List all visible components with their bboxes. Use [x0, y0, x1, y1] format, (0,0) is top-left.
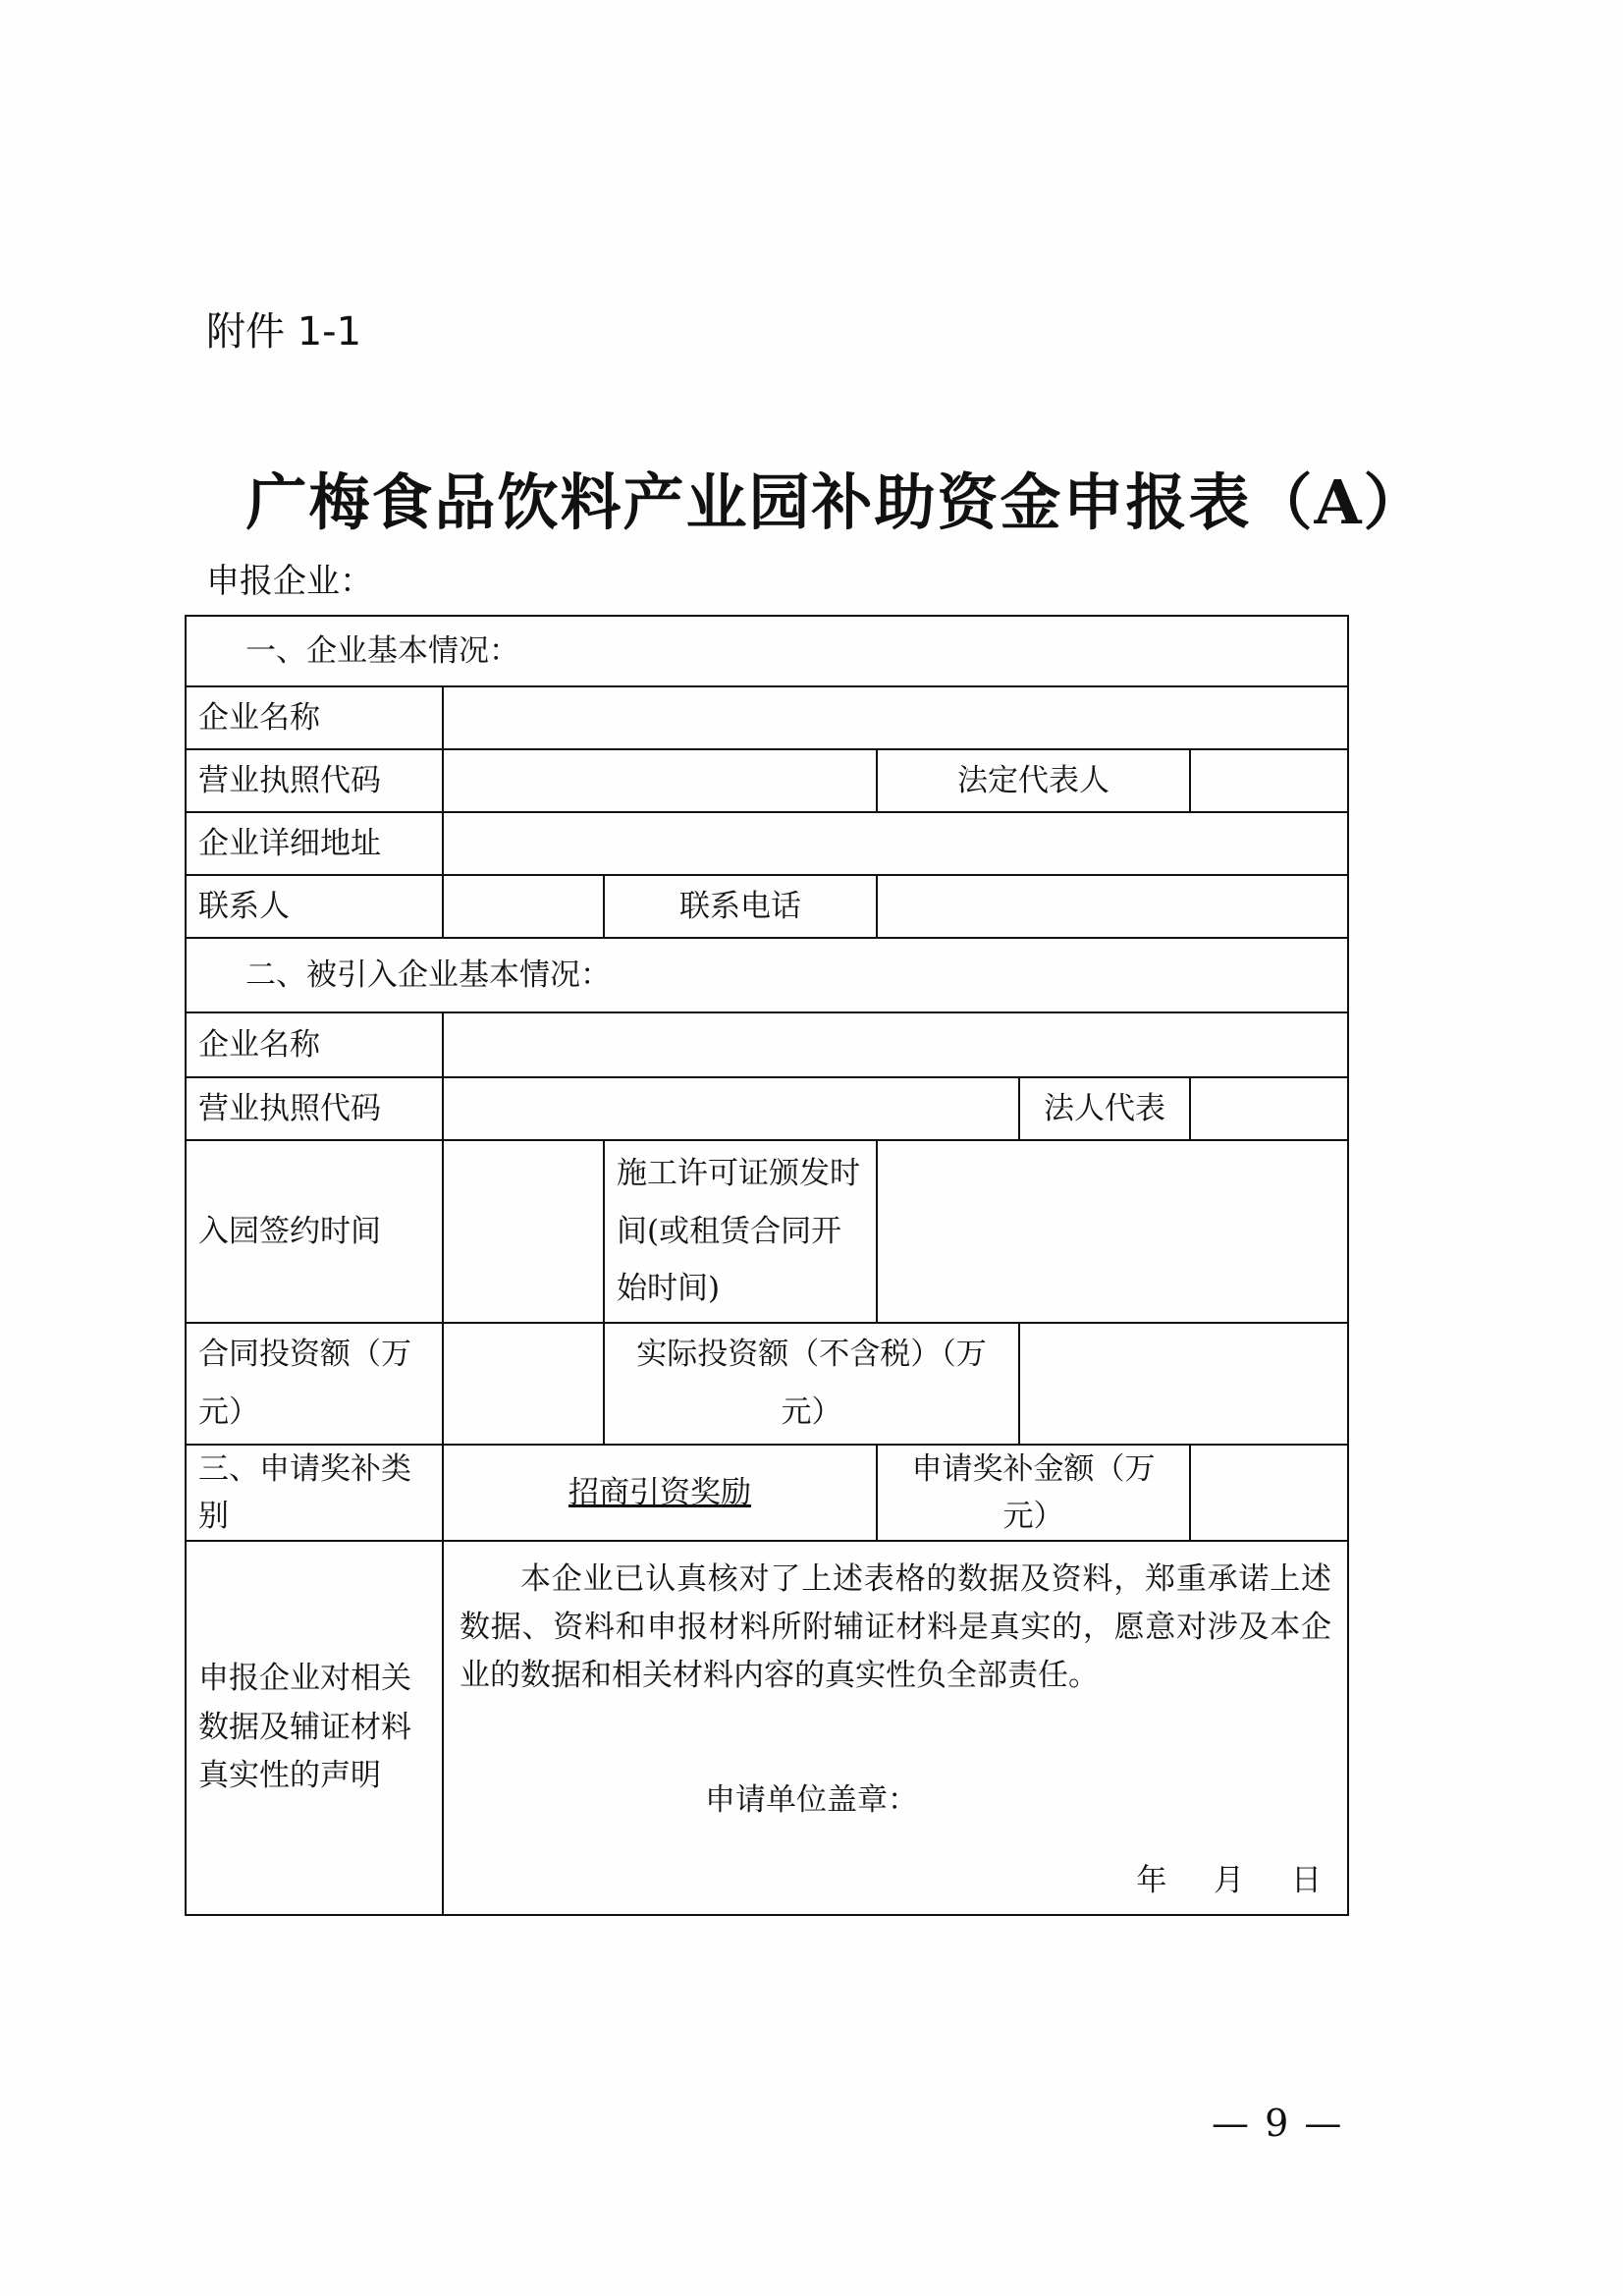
- signing-time-field[interactable]: [443, 1140, 604, 1323]
- actual-invest-label: 实际投资额（不含税）（万元）: [604, 1323, 1019, 1445]
- reward-category-cell: [443, 1445, 877, 1541]
- legal-rep-label: 法定代表人: [877, 749, 1190, 812]
- address-field[interactable]: [443, 812, 1348, 875]
- permit-time-label: 施工许可证颁发时间(或租赁合同开始时间): [604, 1140, 877, 1323]
- contract-invest-field[interactable]: [443, 1323, 604, 1445]
- section1-heading: 一、企业基本情况：: [186, 616, 1348, 686]
- page-number: — 9 —: [1212, 2102, 1344, 2145]
- month-label: 月: [1214, 1863, 1245, 1899]
- day-label: 日: [1291, 1863, 1323, 1899]
- date-line: [460, 1857, 1331, 1904]
- legal-rep-field[interactable]: [1190, 749, 1348, 812]
- introduced-legal-rep-field[interactable]: [1190, 1077, 1348, 1140]
- license-code-field[interactable]: [443, 749, 877, 812]
- reward-category-value: 招商引资奖励: [568, 1475, 751, 1511]
- reward-amount-label: 申请奖补金额（万元）: [877, 1445, 1190, 1541]
- section2-heading: 二、被引入企业基本情况：: [186, 938, 1348, 1012]
- application-form-table: [185, 615, 1349, 1916]
- form-title: 广梅食品饮料产业园补助资金申报表（A）: [245, 466, 1427, 538]
- signing-time-label: 入园签约时间: [186, 1140, 443, 1323]
- address-label: 企业详细地址: [186, 812, 443, 875]
- introduced-company-name-field[interactable]: [443, 1012, 1348, 1077]
- introduced-legal-rep-label: 法人代表: [1019, 1077, 1190, 1140]
- introduced-license-code-label: 营业执照代码: [186, 1077, 443, 1140]
- license-code-label: 营业执照代码: [186, 749, 443, 812]
- phone-field[interactable]: [877, 875, 1348, 938]
- contact-field[interactable]: [443, 875, 604, 938]
- section3-heading: 三、申请奖补类别: [186, 1445, 443, 1541]
- declaration-cell: [443, 1541, 1348, 1915]
- company-name-field[interactable]: [443, 686, 1348, 749]
- actual-invest-field[interactable]: [1019, 1323, 1348, 1445]
- contract-invest-label: 合同投资额（万元）: [186, 1323, 443, 1445]
- year-label: 年: [1136, 1863, 1167, 1899]
- contact-label: 联系人: [186, 875, 443, 938]
- declaration-text: 本企业已认真核对了上述表格的数据及资料，郑重承诺上述数据、资料和申报材料所附辅证材料是真实的，愿意对涉及本企业的数据和相关材料内容的真实性负全部责任。: [460, 1561, 1332, 1694]
- stamp-label: 申请单位盖章：: [705, 1782, 918, 1818]
- introduced-license-code-field[interactable]: [443, 1077, 1019, 1140]
- introduced-company-name-label: 企业名称: [186, 1012, 443, 1077]
- reward-amount-field[interactable]: [1190, 1445, 1348, 1541]
- attachment-label: 附件 1-1: [206, 309, 362, 355]
- declaration-label: 申报企业对相关数据及辅证材料真实性的声明: [186, 1541, 443, 1915]
- permit-time-field[interactable]: [877, 1140, 1348, 1323]
- phone-label: 联系电话: [604, 875, 877, 938]
- applicant-label: 申报企业：: [206, 562, 373, 601]
- company-name-label: 企业名称: [186, 686, 443, 749]
